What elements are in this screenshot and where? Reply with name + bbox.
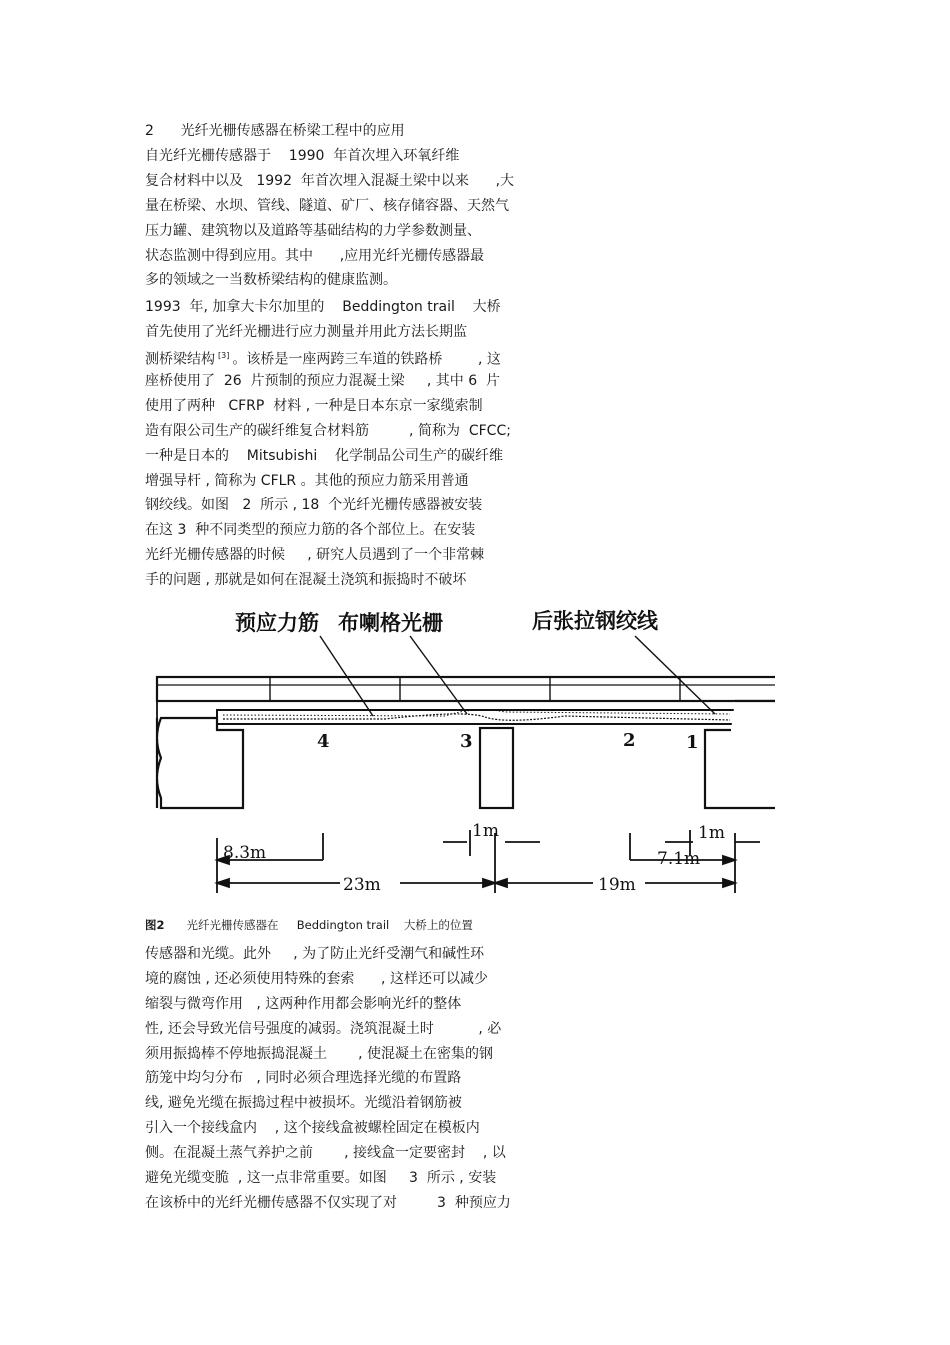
text-line: 首先使用了光纤光栅进行应力测量并用此方法长期监 [145, 324, 467, 340]
text-line: 避免光缆变脆 , 这一点非常重要。如图 3 所示 , 安装 [145, 1170, 497, 1186]
text-line: 造有限公司生产的碳纤维复合材料筋 , 简称为 CFCC; [145, 423, 511, 439]
text-segment: 。该桥是一座两跨三车道的铁路桥 , 这 [232, 351, 501, 368]
text-line: 增强导杆 , 简称为 CFLR 。其他的预应力筋采用普通 [145, 473, 469, 489]
text-line: 侧。在混凝土蒸气养护之前 , 接线盒一定要密封 , 以 [145, 1145, 506, 1161]
text-line: 一种是日本的 Mitsubishi 化学制品公司生产的碳纤维 [145, 448, 504, 464]
text-line: 自光纤光栅传感器于 1990 年首次埋入环氧纤维 [145, 148, 460, 164]
point-label-1: 1 [686, 732, 699, 753]
caption-number: 图2 [145, 918, 165, 932]
text-line: 缩裂与微弯作用 , 这两种作用都会影响光纤的整体 [145, 996, 462, 1012]
text-line: 使用了两种 CFRP 材料 , 一种是日本东京一家缆索制 [145, 398, 483, 414]
point-label-4: 4 [317, 731, 330, 752]
text-segment: 测桥梁结构 [145, 351, 215, 368]
dim-right-support: 1m [698, 823, 725, 843]
text-line: 钢绞线。如图 2 所示 , 18 个光纤光栅传感器被安装 [145, 497, 483, 513]
dim-right-span: 19m [598, 875, 636, 895]
text-line [145, 346, 501, 370]
figure-caption [145, 916, 473, 934]
text-line: 座桥使用了 26 片预制的预应力混凝土梁 , 其中 6 片 [145, 373, 501, 389]
text-line: 引入一个接线盒内 , 这个接线盒被螺栓固定在模板内 [145, 1120, 480, 1136]
text-line: 性, 还会导致光信号强度的减弱。浇筑混凝土时 , 必 [145, 1021, 502, 1037]
text-line: 光纤光栅传感器的时候 , 研究人员遇到了一个非常棘 [145, 547, 485, 563]
text-line: 在这 3 种不同类型的预应力筋的各个部位上。在安装 [145, 522, 476, 538]
section-heading: 2 光纤光栅传感器在桥梁工程中的应用 [145, 123, 405, 139]
dim-right-offset: 7.1m [657, 849, 701, 869]
text-line: 筋笼中均匀分布 , 同时必须合理选择光缆的布置路 [145, 1070, 462, 1086]
bridge-sensor-figure [145, 598, 775, 898]
point-label-2: 2 [623, 730, 636, 751]
label-bragg-grating: 布喇格光栅 [338, 611, 443, 635]
text-line: 量在桥梁、水坝、管线、隧道、矿厂、核存储容器、天然气 [145, 198, 509, 214]
text-line: 手的问题 , 那就是如何在混凝土浇筑和振捣时不破坏 [145, 572, 467, 588]
caption-text: 光纤光栅传感器在 Beddington trail 大桥上的位置 [164, 918, 473, 932]
piers [157, 701, 775, 808]
text-line: 须用振捣棒不停地振捣混凝土 , 使混凝土在密集的钢 [145, 1046, 494, 1062]
text-line: 在该桥中的光纤光栅传感器不仅实现了对 3 种预应力 [145, 1195, 511, 1211]
dim-mid-support: 1m [472, 821, 499, 841]
text-line: 复合材料中以及 1992 年首次埋入混凝土梁中以来 ,大 [145, 173, 515, 189]
label-prestress-tendon: 预应力筋 [235, 611, 319, 635]
text-line: 状态监测中得到应用。其中 ,应用光纤光栅传感器最 [145, 248, 485, 264]
dim-left-span: 23m [343, 875, 381, 895]
point-label-3: 3 [460, 731, 473, 752]
girder [217, 710, 735, 724]
citation-ref: [3] [218, 351, 230, 360]
text-line: 境的腐蚀 , 还必须使用特殊的套索 , 这样还可以减少 [145, 971, 488, 987]
label-post-tension-strand: 后张拉钢绞线 [532, 609, 658, 633]
text-line: 多的领域之一当数桥梁结构的健康监测。 [145, 272, 397, 288]
text-line: 1993 年, 加拿大卡尔加里的 Beddington trail 大桥 [145, 299, 501, 315]
dim-left-offset: 8.3m [223, 843, 267, 863]
text-line: 传感器和光缆。此外 , 为了防止光纤受潮气和碱性环 [145, 946, 485, 962]
text-line: 压力罐、建筑物以及道路等基础结构的力学参数测量、 [145, 223, 481, 239]
text-line: 线, 避免光缆在振捣过程中被损坏。光缆沿着钢筋被 [145, 1095, 462, 1111]
